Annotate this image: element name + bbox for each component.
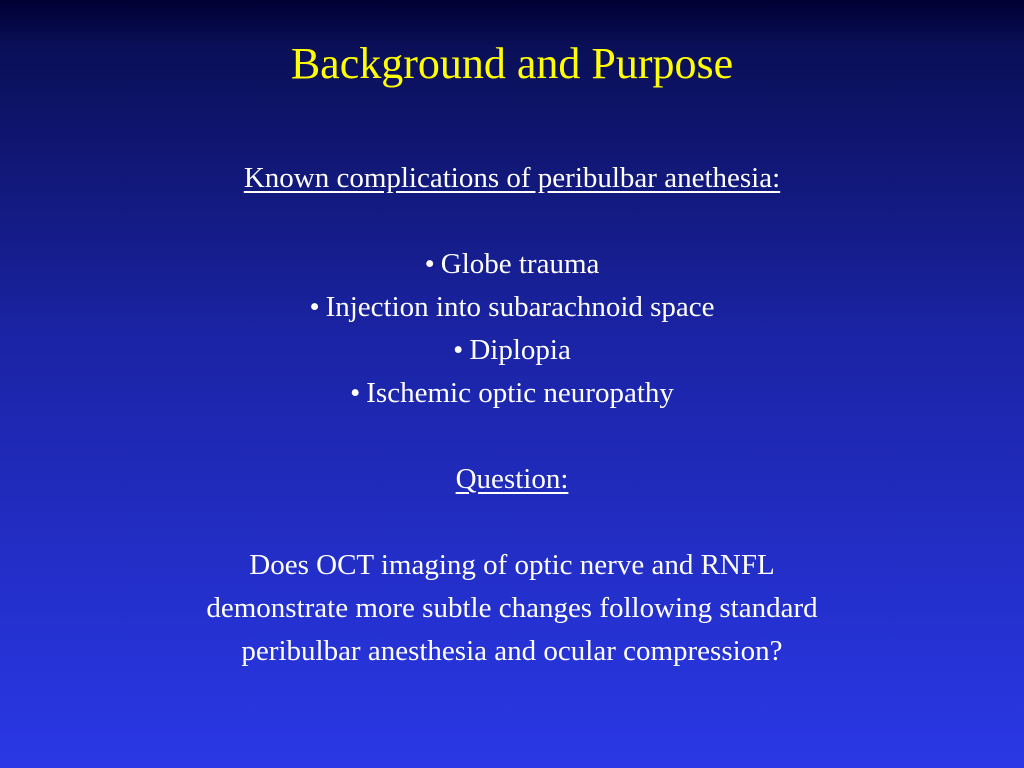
list-item-text: Diplopia	[469, 334, 571, 366]
list-item-text: Ischemic optic neuropathy	[366, 377, 674, 409]
question-text	[0, 544, 1024, 673]
bullet-icon: •	[309, 291, 320, 323]
complications-list	[0, 243, 1024, 415]
slide-title: Background and Purpose	[290, 39, 734, 88]
list-item	[0, 372, 1024, 415]
complications-heading-text: Known complications of peribulbar anethesia:	[243, 162, 781, 194]
list-item	[0, 286, 1024, 329]
list-item	[0, 329, 1024, 372]
question-line: Does OCT imaging of optic nerve and RNFL	[249, 549, 775, 581]
question-line: peribulbar anesthesia and ocular compression?	[241, 635, 783, 667]
list-item	[0, 243, 1024, 286]
question-heading	[0, 458, 1024, 501]
bullet-icon: •	[350, 377, 361, 409]
list-item-text: Injection into subarachnoid space	[325, 291, 715, 323]
bullet-icon: •	[453, 334, 464, 366]
question-line: demonstrate more subtle changes following standard	[206, 592, 818, 624]
complications-heading	[0, 157, 1024, 200]
list-item-text: Globe trauma	[440, 248, 600, 280]
question-heading-text: Question:	[455, 463, 569, 495]
bullet-icon: •	[424, 248, 435, 280]
